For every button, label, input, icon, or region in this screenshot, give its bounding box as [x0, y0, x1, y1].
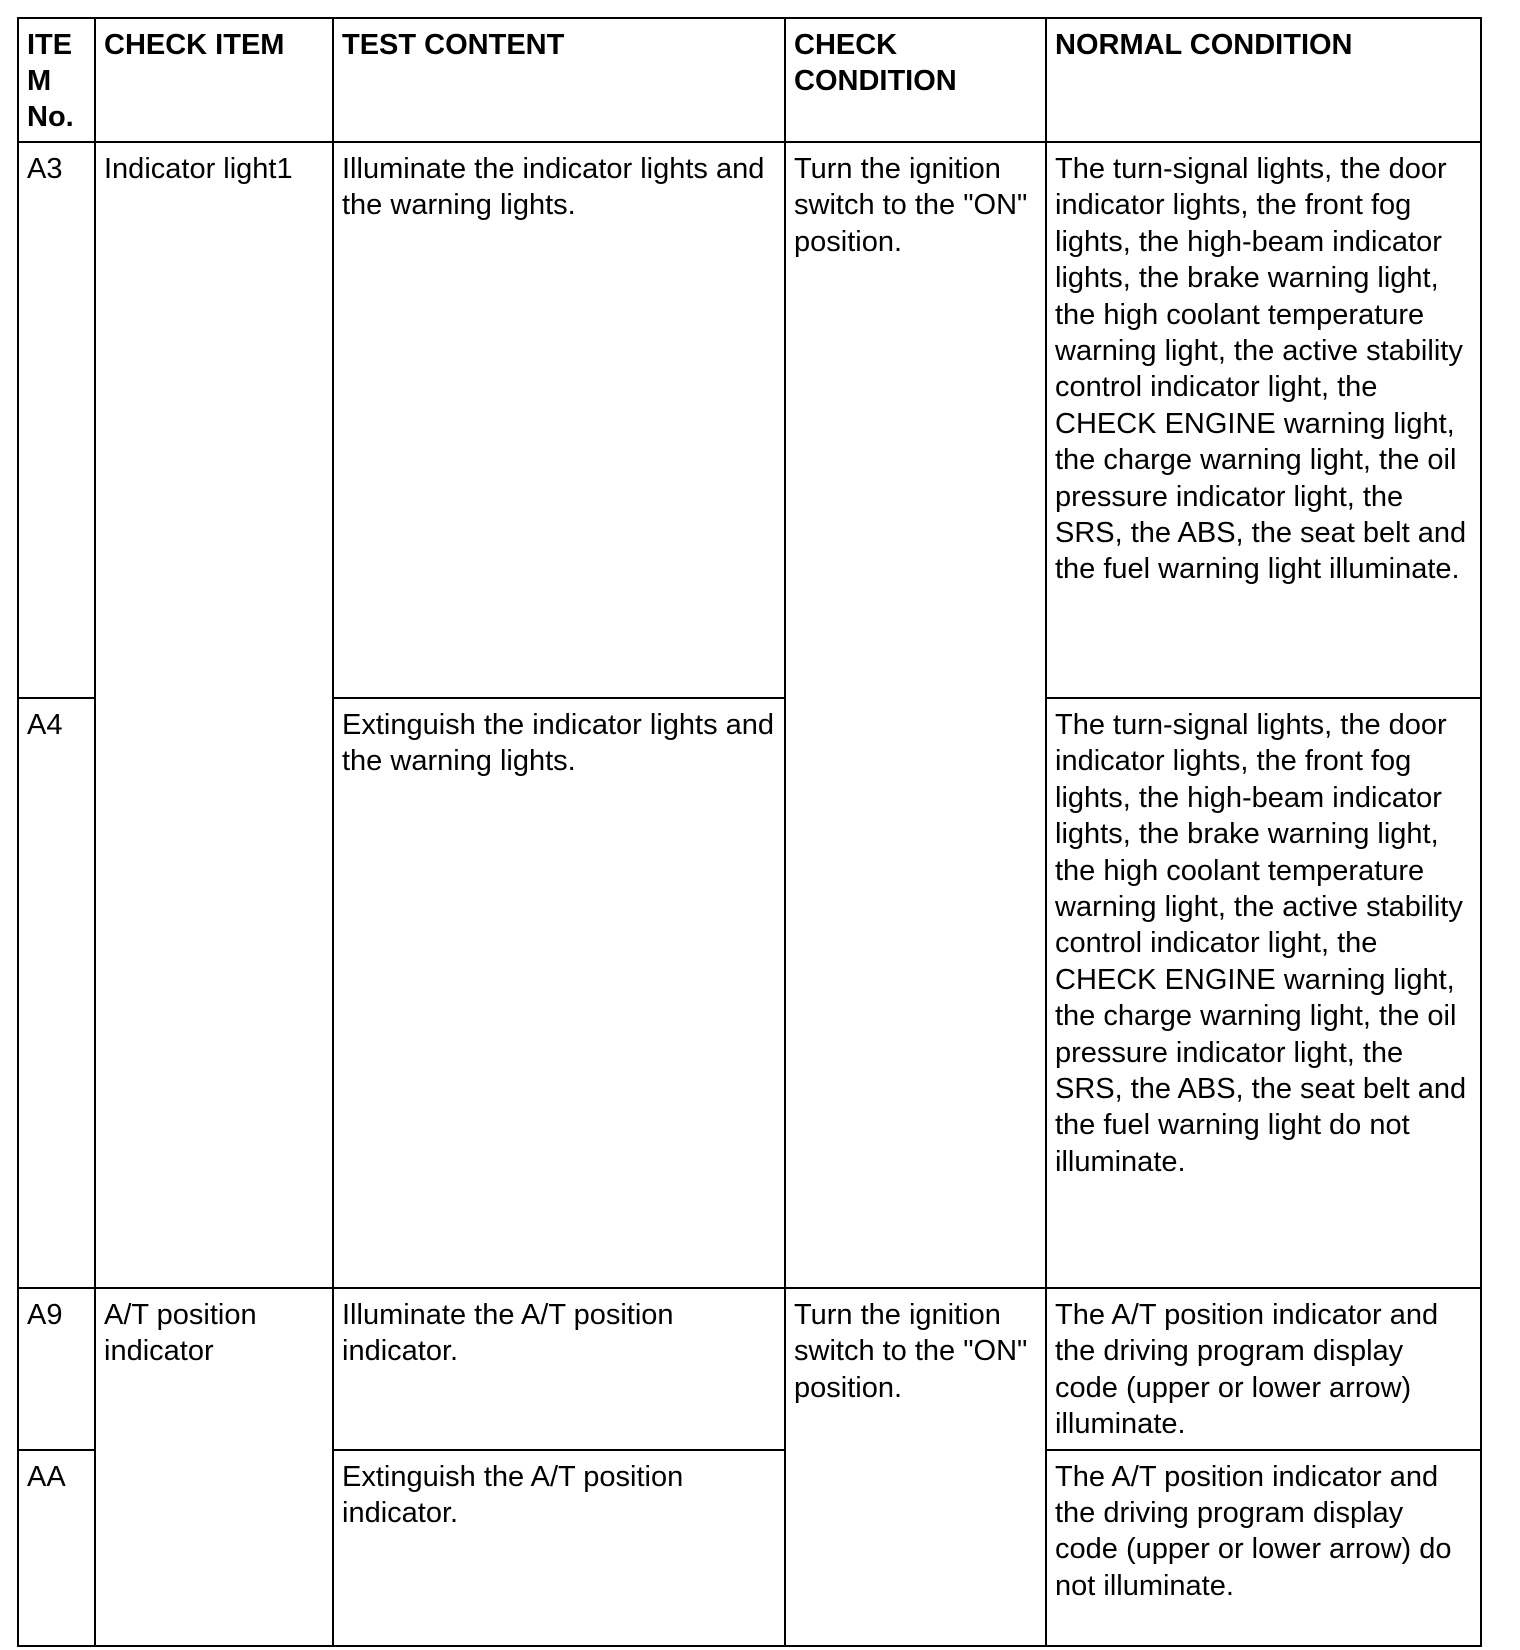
check-condition-cell: Turn the ignition switch to the "ON" position.: [785, 142, 1046, 1288]
test-content-cell: Extinguish the indicator lights and the warning lights.: [333, 698, 785, 1288]
test-content-cell: Illuminate the A/T position indicator.: [333, 1288, 785, 1450]
header-check-condition: CHECK CONDITION: [785, 18, 1046, 142]
check-item-cell: A/T position indicator: [95, 1288, 333, 1646]
normal-condition-cell: The turn-signal lights, the door indicator lights, the front fog lights, the high-beam indicator lights, the brake warning light, the high coolant temperature warning light, the active stability control indicator light, the CHECK ENGINE warning light, the charge warning light, the oil pressure indicator light, the SRS, the ABS, the seat belt and the fuel warning light illuminate.: [1046, 142, 1481, 698]
normal-condition-cell: The turn-signal lights, the door indicator lights, the front fog lights, the high-beam indicator lights, the brake warning light, the high coolant temperature warning light, the active stability control indicator light, the CHECK ENGINE warning light, the charge warning light, the oil pressure indicator light, the SRS, the ABS, the seat belt and the fuel warning light do not illuminate.: [1046, 698, 1481, 1288]
item-no-cell: A3: [18, 142, 95, 698]
item-no-cell: A4: [18, 698, 95, 1288]
normal-condition-cell: The A/T position indicator and the driving program display code (upper or lower arrow) do not illuminate.: [1046, 1450, 1481, 1646]
header-item-no: ITE M No.: [18, 18, 95, 142]
check-condition-cell: Turn the ignition switch to the "ON" position.: [785, 1288, 1046, 1646]
header-normal-condition: NORMAL CONDITION: [1046, 18, 1481, 142]
item-no-cell: AA: [18, 1450, 95, 1646]
item-no-cell: A9: [18, 1288, 95, 1450]
table-row: [18, 142, 1481, 698]
test-content-cell: Extinguish the A/T position indicator.: [333, 1450, 785, 1646]
normal-condition-cell: The A/T position indicator and the driving program display code (upper or lower arrow) illuminate.: [1046, 1288, 1481, 1450]
inspection-table: [17, 17, 1482, 1647]
header-row: [18, 18, 1481, 142]
header-test-content: TEST CONTENT: [333, 18, 785, 142]
test-content-cell: Illuminate the indicator lights and the warning lights.: [333, 142, 785, 698]
header-check-item: CHECK ITEM: [95, 18, 333, 142]
check-item-cell: Indicator light1: [95, 142, 333, 1288]
table-row: [18, 1288, 1481, 1450]
